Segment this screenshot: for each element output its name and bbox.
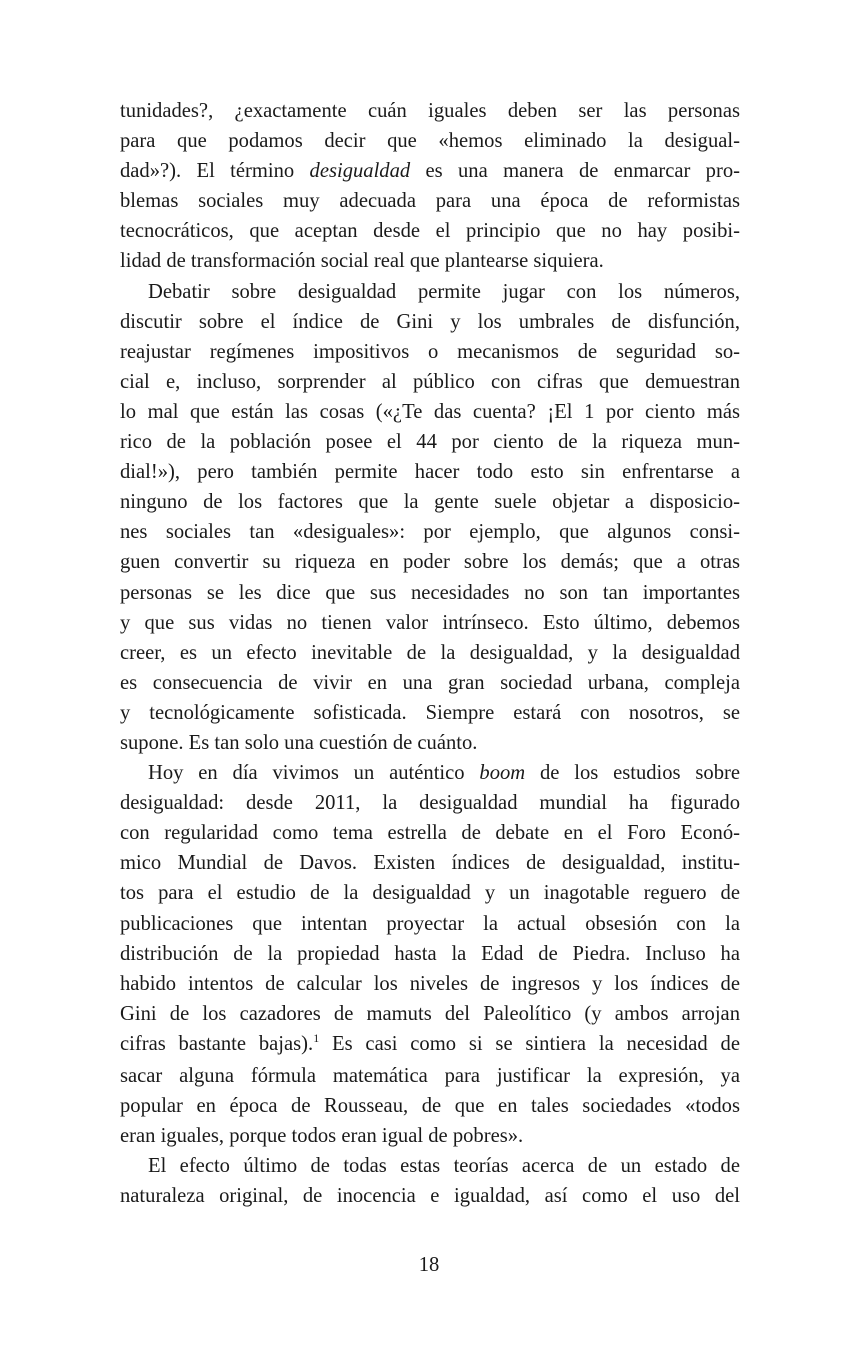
text-line: desigualdad: desde 2011, la desigualdad mundial ha figurado	[120, 792, 740, 815]
text-line: con regularidad como tema estrella de debate en el Foro Econó-	[120, 822, 740, 845]
text-line: lo mal que están las cosas («¿Te das cuenta? ¡El 1 por ciento más	[120, 400, 740, 423]
text-line: distribución de la propiedad hasta la Edad de Piedra. Incluso ha	[120, 942, 740, 965]
italic-term: boom	[479, 762, 526, 785]
text-line: tos para el estudio de la desigualdad y un inagotable reguero de	[120, 882, 740, 905]
text-line: y tecnológicamente sofisticada. Siempre estará con nosotros, se	[120, 701, 740, 724]
text-line: eran iguales, porque todos eran igual de pobres».	[120, 1125, 524, 1148]
text-line: tunidades?, ¿exactamente cuán iguales deben ser las personas	[120, 100, 740, 122]
paragraph	[120, 758, 740, 1151]
text-line: creer, es un efecto inevitable de la desigualdad, y la desigualdad	[120, 641, 740, 664]
text-line: blemas sociales muy adecuada para una época de reformistas	[120, 190, 740, 213]
text-line: rico de la población posee el 44 por ciento de la riqueza mun-	[120, 431, 740, 454]
text-line: discutir sobre el índice de Gini y los umbrales de disfunción,	[120, 310, 740, 333]
text-line: supone. Es tan solo una cuestión de cuánto.	[120, 731, 478, 754]
text-line: es consecuencia de vivir en una gran sociedad urbana, compleja	[120, 671, 740, 694]
text-line: guen convertir su riqueza en poder sobre los demás; que a otras	[120, 551, 740, 574]
text-line: mico Mundial de Davos. Existen índices de desigualdad, institu-	[120, 852, 740, 875]
paragraph	[120, 1151, 740, 1211]
text-line: nes sociales tan «desiguales»: por ejemplo, que algunos consi-	[120, 521, 740, 544]
text-line: sacar alguna fórmula matemática para justificar la expresión, ya	[120, 1065, 740, 1087]
text-line: Hoy en día vivimos un auténtico boom de los estudios sobre	[148, 762, 740, 785]
text-line: reajustar regímenes impositivos o mecanismos de seguridad so-	[120, 340, 740, 363]
text-line: El efecto último de todas estas teorías acerca de un estado de	[148, 1155, 740, 1178]
text-line: Debatir sobre desigualdad permite jugar con los números,	[148, 280, 740, 303]
text-line: publicaciones que intentan proyectar la actual obsesión con la	[120, 912, 740, 935]
text-line: cial e, incluso, sorprender al público con cifras que demuestran	[120, 370, 740, 393]
text-line: y que sus vidas no tienen valor intrínseco. Esto último, debemos	[120, 611, 740, 634]
text-line: cifras bastante bajas).$^1$ Es casi como si se sintiera la necesidad de	[120, 1030, 740, 1055]
footnote-marker[interactable]: 1	[313, 1030, 320, 1045]
page-number: 18	[418, 1254, 440, 1276]
paragraph	[120, 277, 740, 759]
page-body	[120, 96, 740, 1211]
text-line: habido intentos de calcular los niveles de ingresos y los índices de	[120, 972, 740, 995]
text-line: naturaleza original, de inocencia e igualdad, así como el uso del	[120, 1185, 740, 1208]
paragraph	[120, 96, 740, 277]
text-line: Gini de los cazadores de mamuts del Paleolítico (y ambos arrojan	[120, 1002, 740, 1025]
text-line: popular en época de Rousseau, de que en tales sociedades «todos	[120, 1095, 740, 1118]
text-line: lidad de transformación social real que plantearse siquiera.	[120, 250, 604, 273]
text-line: dial!»), pero también permite hacer todo esto sin enfrentarse a	[120, 461, 740, 484]
italic-term: desigualdad	[309, 160, 411, 183]
text-line: dad»?). El término desigualdad es una manera de enmarcar pro-	[120, 160, 740, 183]
text-line: personas se les dice que sus necesidades no son tan importantes	[120, 581, 740, 604]
text-line: tecnocráticos, que aceptan desde el principio que no hay posibi-	[120, 220, 740, 243]
text-line: para que podamos decir que «hemos eliminado la desigual-	[120, 130, 740, 153]
text-line: ninguno de los factores que la gente suele objetar a disposicio-	[120, 491, 740, 514]
